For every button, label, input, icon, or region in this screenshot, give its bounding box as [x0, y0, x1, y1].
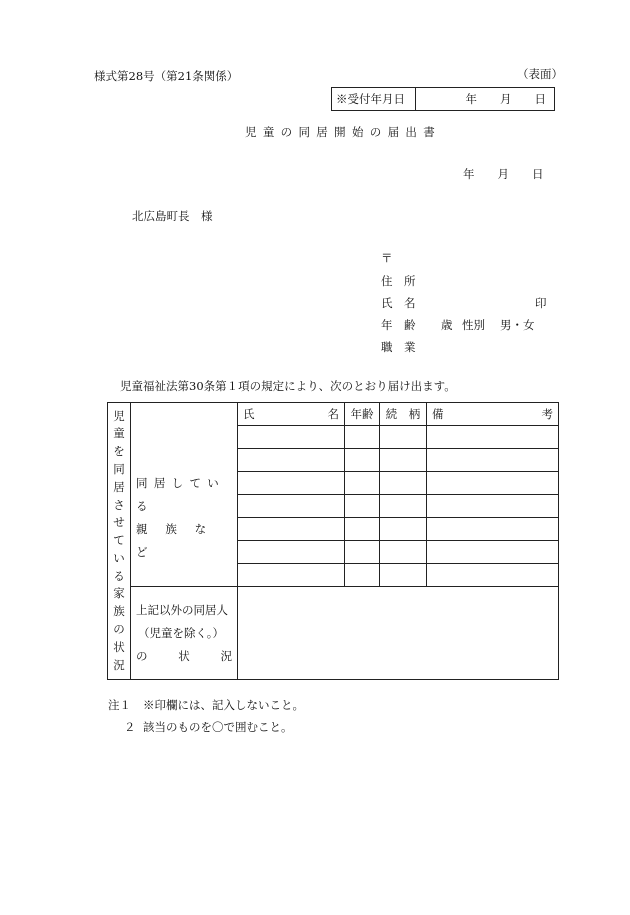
name-label: 氏 名 — [381, 296, 416, 310]
sex-options: 男・女 — [500, 318, 535, 332]
other-cohabitants-label-cell — [131, 587, 238, 680]
name-cell[interactable] — [238, 564, 345, 587]
addressee: 北広島町長 様 — [132, 209, 213, 223]
seal-mark: 印 — [535, 296, 547, 310]
other-label-line2: （児童を除く。） — [138, 625, 225, 640]
age-cell[interactable] — [345, 449, 380, 472]
header-relation: 続 柄 — [380, 403, 427, 426]
note-1-number: 注１ — [108, 698, 131, 712]
other-cohabitants-row — [108, 587, 559, 680]
remarks-cell[interactable] — [427, 449, 559, 472]
header-remarks: 備 考 — [427, 403, 559, 426]
other-label-line1: 上記以外の同居人 — [136, 602, 228, 617]
page-title: 児童の同居開始の届出書 — [245, 125, 442, 139]
age-cell[interactable] — [345, 541, 380, 564]
name-cell[interactable] — [238, 518, 345, 541]
postal-mark: 〒 — [381, 251, 393, 265]
age-cell[interactable] — [345, 564, 380, 587]
relation-cell[interactable] — [380, 564, 427, 587]
remarks-cell[interactable] — [427, 541, 559, 564]
remarks-cell[interactable] — [427, 472, 559, 495]
age-unit: 歳 — [441, 318, 453, 332]
age-cell[interactable] — [345, 518, 380, 541]
relatives-label-line2: 親族など — [136, 521, 224, 559]
relatives-label-line1: 同居している — [136, 475, 226, 513]
name-cell[interactable] — [238, 449, 345, 472]
other-label-line3: の 状 況 — [136, 648, 232, 663]
table-header-row — [108, 403, 559, 426]
relation-cell[interactable] — [380, 495, 427, 518]
relation-cell[interactable] — [380, 541, 427, 564]
header-age: 年齢 — [345, 403, 380, 426]
relation-cell[interactable] — [380, 426, 427, 449]
relation-cell[interactable] — [380, 472, 427, 495]
address-label: 住 所 — [381, 274, 416, 288]
note-2-number: ２ — [124, 720, 136, 734]
remarks-cell[interactable] — [427, 518, 559, 541]
occupation-label: 職 業 — [381, 340, 416, 354]
age-label: 年 齢 — [381, 318, 416, 332]
vertical-section-label: 児 童 を 同 居 さ せ て い る 家 族 の 状 況 — [108, 403, 131, 680]
reception-box — [331, 87, 555, 111]
reception-label: ※受付年月日 — [332, 88, 416, 111]
name-cell[interactable] — [238, 541, 345, 564]
remarks-cell[interactable] — [427, 426, 559, 449]
relation-cell[interactable] — [380, 449, 427, 472]
note-2-text: 該当のものを〇で囲むこと。 — [143, 720, 293, 734]
remarks-cell[interactable] — [427, 495, 559, 518]
sex-label: 性別 — [462, 318, 485, 332]
header-name: 氏 名 — [238, 403, 345, 426]
side-label: （表面） — [517, 67, 563, 81]
age-cell[interactable] — [345, 495, 380, 518]
statement: 児童福祉法第30条第１項の規定により、次のとおり届け出ます。 — [120, 379, 456, 393]
age-cell[interactable] — [345, 426, 380, 449]
relatives-label-cell — [131, 403, 238, 587]
family-status-table — [107, 402, 559, 680]
name-cell[interactable] — [238, 495, 345, 518]
remarks-cell[interactable] — [427, 564, 559, 587]
relation-cell[interactable] — [380, 518, 427, 541]
form-number: 様式第28号（第21条関係） — [94, 69, 239, 83]
name-cell[interactable] — [238, 426, 345, 449]
other-cohabitants-field[interactable] — [238, 587, 559, 680]
note-1-text: ※印欄には、記入しないこと。 — [143, 698, 304, 712]
age-cell[interactable] — [345, 472, 380, 495]
reception-date-field[interactable]: 年 月 日 — [416, 88, 555, 111]
name-cell[interactable] — [238, 472, 345, 495]
submission-date: 年 月 日 — [463, 167, 544, 181]
